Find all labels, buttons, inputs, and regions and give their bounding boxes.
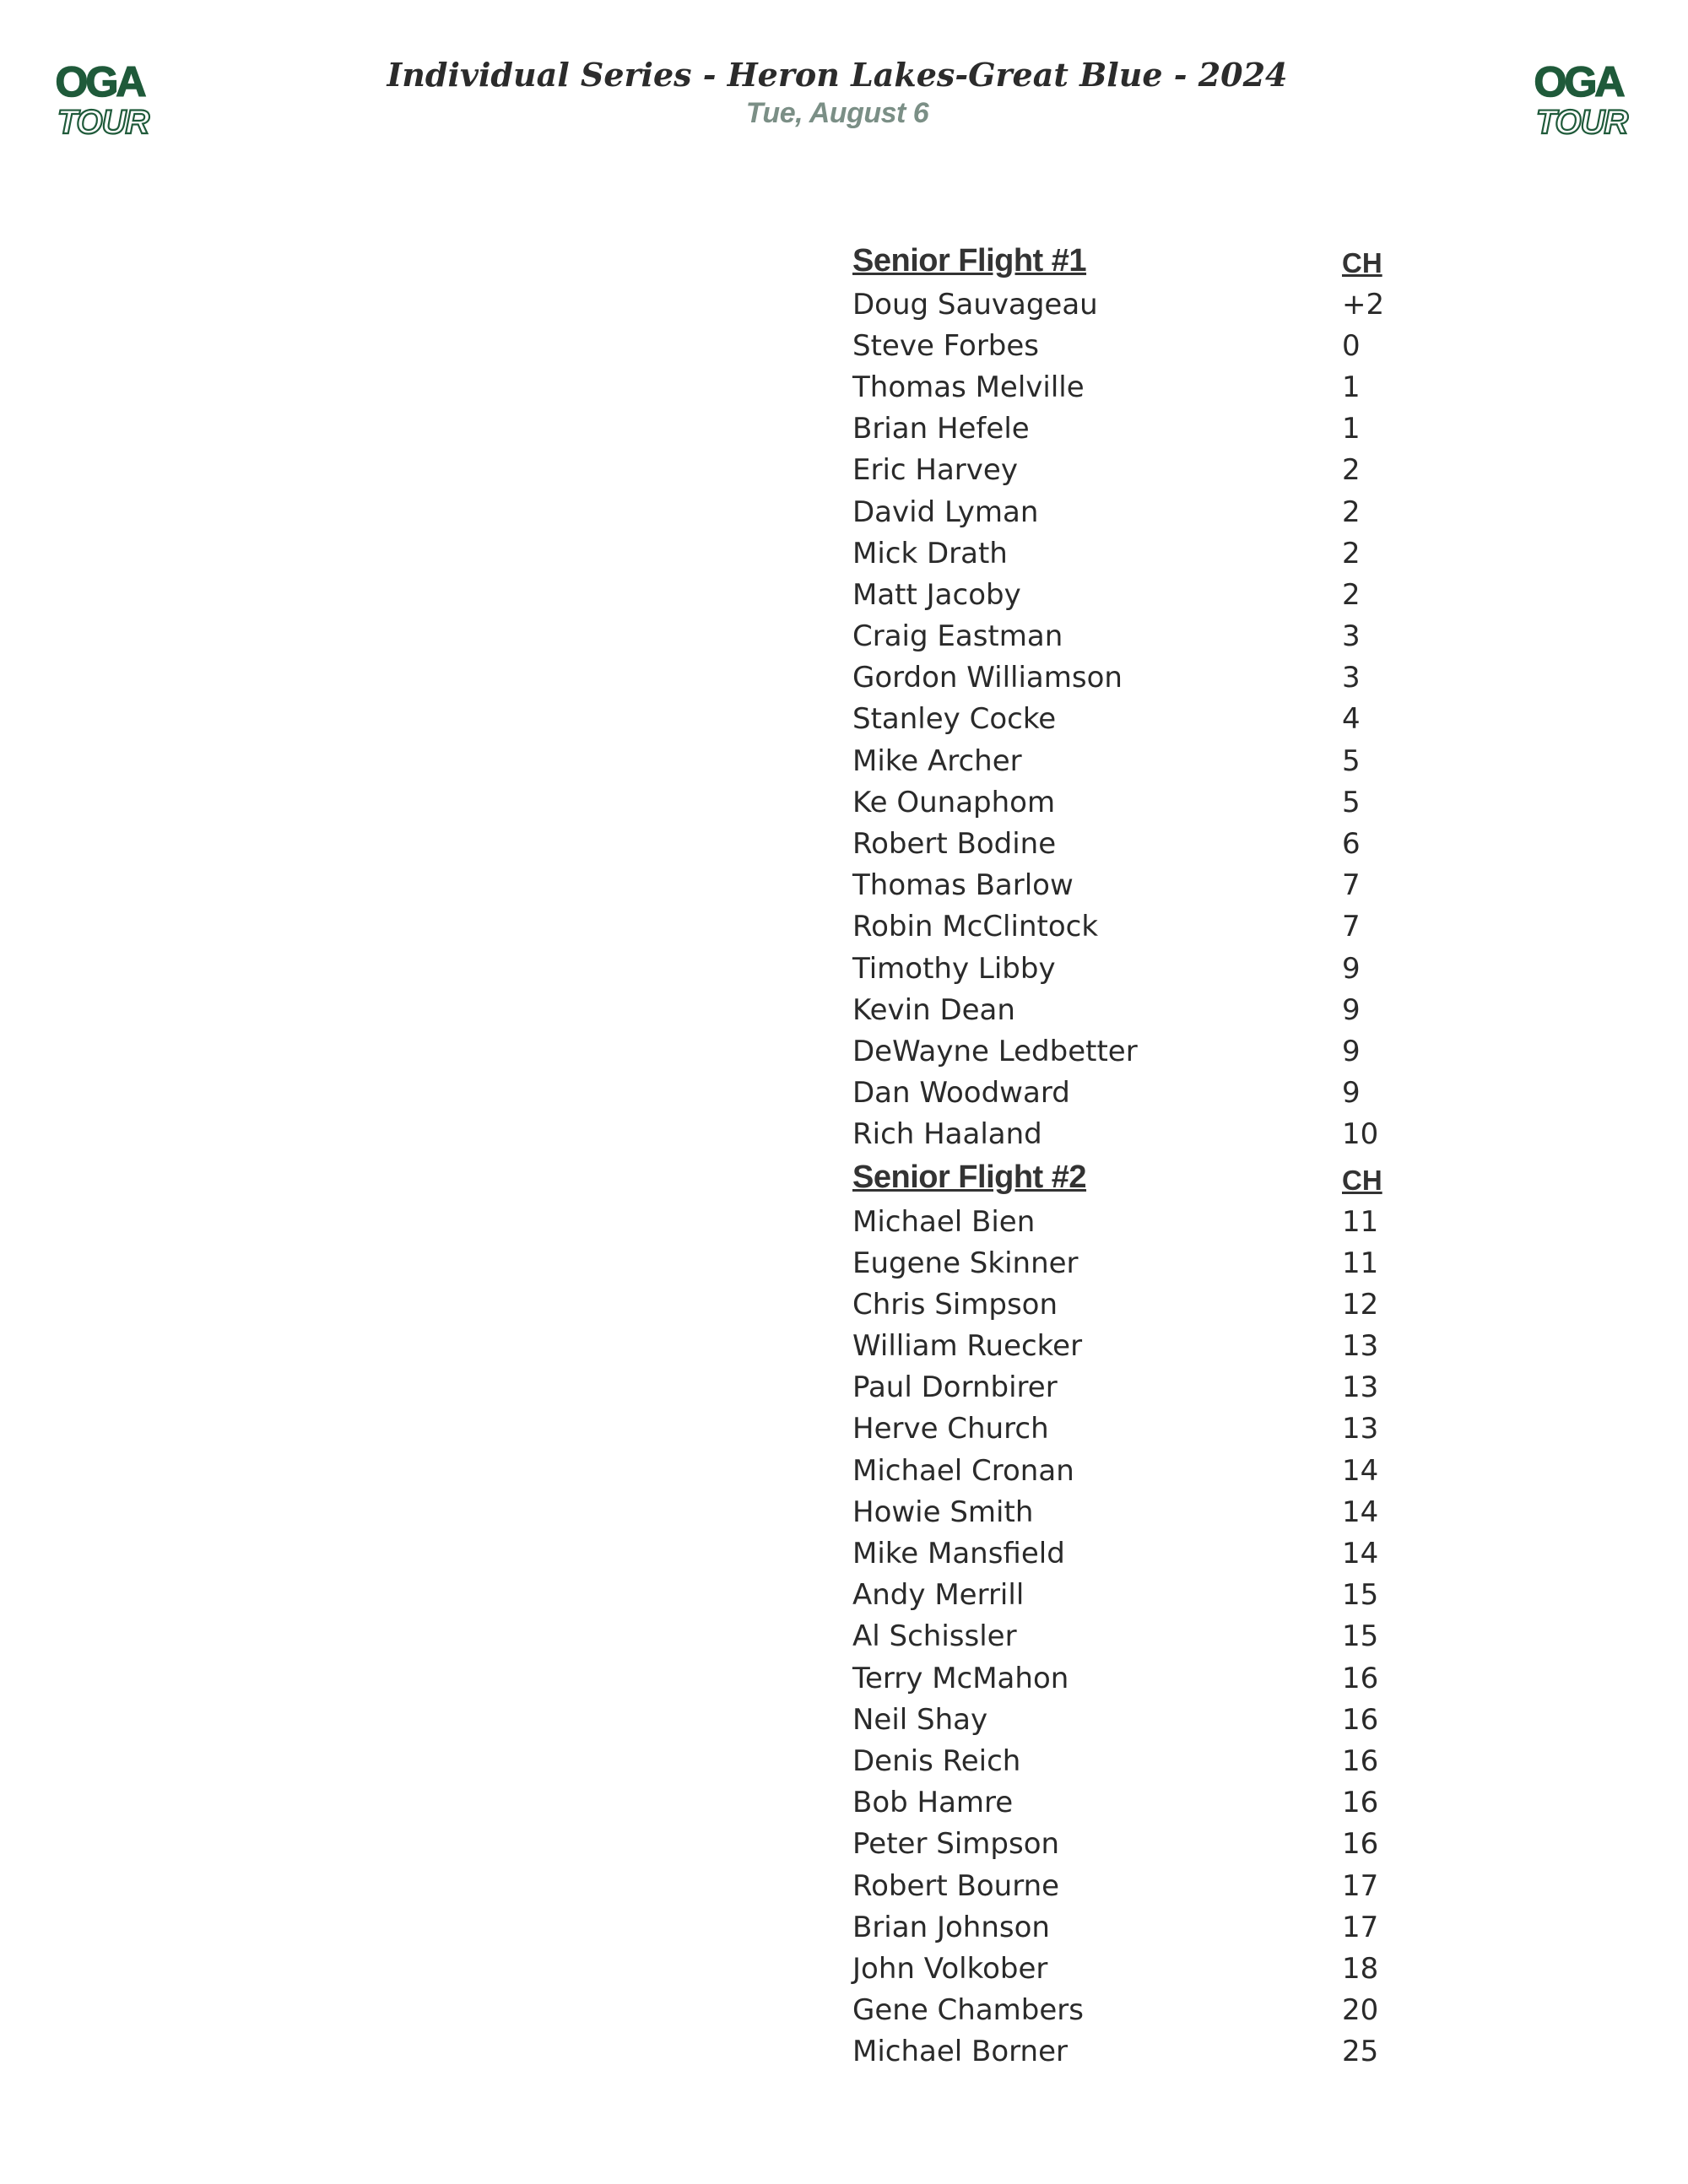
player-course-handicap: 16 <box>1342 1786 1379 1820</box>
svg-text:OGA: OGA <box>1534 59 1623 105</box>
player-course-handicap: 25 <box>1342 2035 1379 2069</box>
player-row <box>852 1491 1443 1533</box>
course-handicap-header: CH <box>1342 247 1382 278</box>
player-row <box>852 2031 1443 2073</box>
player-row <box>852 1367 1443 1408</box>
event-date: Tue, August 6 <box>745 97 929 129</box>
player-row <box>852 1948 1443 1989</box>
player-row <box>852 366 1443 408</box>
player-row <box>852 781 1443 823</box>
player-row <box>852 699 1443 740</box>
player-name: Chris Simpson <box>852 1287 1058 1322</box>
player-course-handicap: 11 <box>1342 1246 1379 1280</box>
player-name: Robert Bourne <box>852 1868 1060 1903</box>
player-name: Steve Forbes <box>852 328 1040 363</box>
player-name: Paul Dornbirer <box>852 1370 1058 1405</box>
player-name: DeWayne Ledbetter <box>852 1034 1138 1068</box>
player-row <box>852 1699 1443 1740</box>
flight-header <box>852 1155 1443 1201</box>
player-name: Gene Chambers <box>852 1993 1084 2028</box>
player-row <box>852 865 1443 906</box>
player-row <box>852 1782 1443 1824</box>
player-name: Brian Johnson <box>852 1910 1050 1944</box>
player-row <box>852 325 1443 366</box>
player-course-handicap: 1 <box>1342 412 1361 446</box>
svg-text:TOUR: TOUR <box>1535 104 1628 139</box>
player-name: Craig Eastman <box>852 619 1063 654</box>
player-course-handicap: 2 <box>1342 577 1361 612</box>
player-name: Eric Harvey <box>852 453 1018 488</box>
player-course-handicap: 9 <box>1342 1034 1361 1068</box>
player-name: Mike Mansfield <box>852 1537 1065 1571</box>
player-course-handicap: 1 <box>1342 370 1361 404</box>
player-row <box>852 1284 1443 1325</box>
player-row <box>852 1824 1443 1865</box>
player-row <box>852 1408 1443 1450</box>
player-row <box>852 408 1443 450</box>
player-course-handicap: 12 <box>1342 1287 1379 1322</box>
player-name: Peter Simpson <box>852 1827 1060 1862</box>
player-name: David Lyman <box>852 495 1039 529</box>
player-row <box>852 1575 1443 1616</box>
player-name: Robin McClintock <box>852 910 1099 944</box>
player-name: Terry McMahon <box>852 1661 1069 1695</box>
player-name: Michael Borner <box>852 2035 1068 2069</box>
flight-name: Senior Flight #1 <box>852 242 1087 278</box>
player-name: Neil Shay <box>852 1702 988 1737</box>
player-row <box>852 616 1443 657</box>
player-name: Brian Hefele <box>852 412 1030 446</box>
player-row <box>852 989 1443 1030</box>
player-name: Robert Bodine <box>852 827 1057 862</box>
player-row <box>852 1201 1443 1242</box>
player-row <box>852 532 1443 574</box>
player-course-handicap: 17 <box>1342 1910 1379 1944</box>
player-course-handicap: 16 <box>1342 1702 1379 1737</box>
player-name: Michael Bien <box>852 1204 1036 1239</box>
player-row <box>852 1450 1443 1491</box>
player-course-handicap: 13 <box>1342 1370 1379 1405</box>
player-course-handicap: 7 <box>1342 868 1361 903</box>
player-row <box>852 1865 1443 1906</box>
player-course-handicap: +2 <box>1342 287 1385 322</box>
page-header <box>0 56 1688 132</box>
player-row <box>852 1073 1443 1114</box>
player-course-handicap: 16 <box>1342 1743 1379 1778</box>
player-row <box>852 450 1443 491</box>
page-title: Individual Series - Heron Lakes-Great Blue - 2024 <box>387 56 1288 94</box>
player-name: Gordon Williamson <box>852 661 1123 695</box>
player-course-handicap: 13 <box>1342 1329 1379 1364</box>
player-name: Thomas Melville <box>852 370 1085 404</box>
player-row <box>852 1616 1443 1657</box>
player-name: Al Schissler <box>852 1619 1017 1654</box>
player-course-handicap: 14 <box>1342 1537 1379 1571</box>
player-name: Matt Jacoby <box>852 577 1021 612</box>
player-name: Herve Church <box>852 1412 1049 1446</box>
player-course-handicap: 2 <box>1342 453 1361 488</box>
player-row <box>852 284 1443 325</box>
svg-text:TOUR: TOUR <box>57 104 149 139</box>
player-name: Stanley Cocke <box>852 702 1057 737</box>
player-name: Denis Reich <box>852 1743 1021 1778</box>
player-course-handicap: 5 <box>1342 785 1361 819</box>
player-name: Thomas Barlow <box>852 868 1074 903</box>
flight-roster <box>852 238 1443 2073</box>
player-course-handicap: 4 <box>1342 702 1361 737</box>
player-row <box>852 1657 1443 1699</box>
player-course-handicap: 16 <box>1342 1661 1379 1695</box>
player-name: Eugene Skinner <box>852 1246 1079 1280</box>
player-row <box>852 1030 1443 1072</box>
player-row <box>852 1114 1443 1155</box>
player-row <box>852 1906 1443 1948</box>
player-course-handicap: 0 <box>1342 328 1361 363</box>
player-course-handicap: 14 <box>1342 1453 1379 1488</box>
player-course-handicap: 10 <box>1342 1117 1379 1152</box>
player-row <box>852 948 1443 989</box>
course-handicap-header: CH <box>1342 1164 1382 1196</box>
player-name: Kevin Dean <box>852 992 1015 1027</box>
player-row <box>852 1326 1443 1367</box>
player-course-handicap: 9 <box>1342 951 1361 986</box>
player-course-handicap: 9 <box>1342 1076 1361 1111</box>
player-row <box>852 1533 1443 1574</box>
player-course-handicap: 16 <box>1342 1827 1379 1862</box>
player-course-handicap: 3 <box>1342 619 1361 654</box>
player-course-handicap: 2 <box>1342 495 1361 529</box>
player-course-handicap: 11 <box>1342 1204 1379 1239</box>
player-course-handicap: 2 <box>1342 536 1361 570</box>
flight-header <box>852 238 1443 284</box>
player-course-handicap: 15 <box>1342 1619 1379 1654</box>
player-row <box>852 1740 1443 1781</box>
player-name: Andy Merrill <box>852 1578 1025 1613</box>
player-name: Michael Cronan <box>852 1453 1074 1488</box>
player-course-handicap: 14 <box>1342 1495 1379 1529</box>
player-name: Dan Woodward <box>852 1076 1070 1111</box>
svg-text:OGA: OGA <box>55 59 144 105</box>
player-name: Ke Ounaphom <box>852 785 1056 819</box>
player-course-handicap: 18 <box>1342 1951 1379 1986</box>
player-row <box>852 740 1443 781</box>
player-name: Howie Smith <box>852 1495 1034 1529</box>
player-name: Mick Drath <box>852 536 1008 570</box>
player-row <box>852 906 1443 948</box>
player-course-handicap: 5 <box>1342 743 1361 778</box>
player-name: William Ruecker <box>852 1329 1083 1364</box>
player-course-handicap: 6 <box>1342 827 1361 862</box>
player-name: Mike Archer <box>852 743 1022 778</box>
player-name: Bob Hamre <box>852 1786 1014 1820</box>
player-course-handicap: 20 <box>1342 1993 1379 2028</box>
player-row <box>852 1990 1443 2031</box>
player-row <box>852 823 1443 864</box>
player-name: Doug Sauvageau <box>852 287 1098 322</box>
player-course-handicap: 17 <box>1342 1868 1379 1903</box>
player-row <box>852 491 1443 532</box>
player-row <box>852 657 1443 699</box>
player-course-handicap: 15 <box>1342 1578 1379 1613</box>
player-row <box>852 1242 1443 1284</box>
flight-name: Senior Flight #2 <box>852 1160 1087 1196</box>
player-course-handicap: 9 <box>1342 992 1361 1027</box>
player-course-handicap: 7 <box>1342 910 1361 944</box>
player-course-handicap: 3 <box>1342 661 1361 695</box>
player-name: Timothy Libby <box>852 951 1056 986</box>
player-course-handicap: 13 <box>1342 1412 1379 1446</box>
player-row <box>852 574 1443 615</box>
player-name: John Volkober <box>852 1951 1048 1986</box>
player-name: Rich Haaland <box>852 1117 1042 1152</box>
